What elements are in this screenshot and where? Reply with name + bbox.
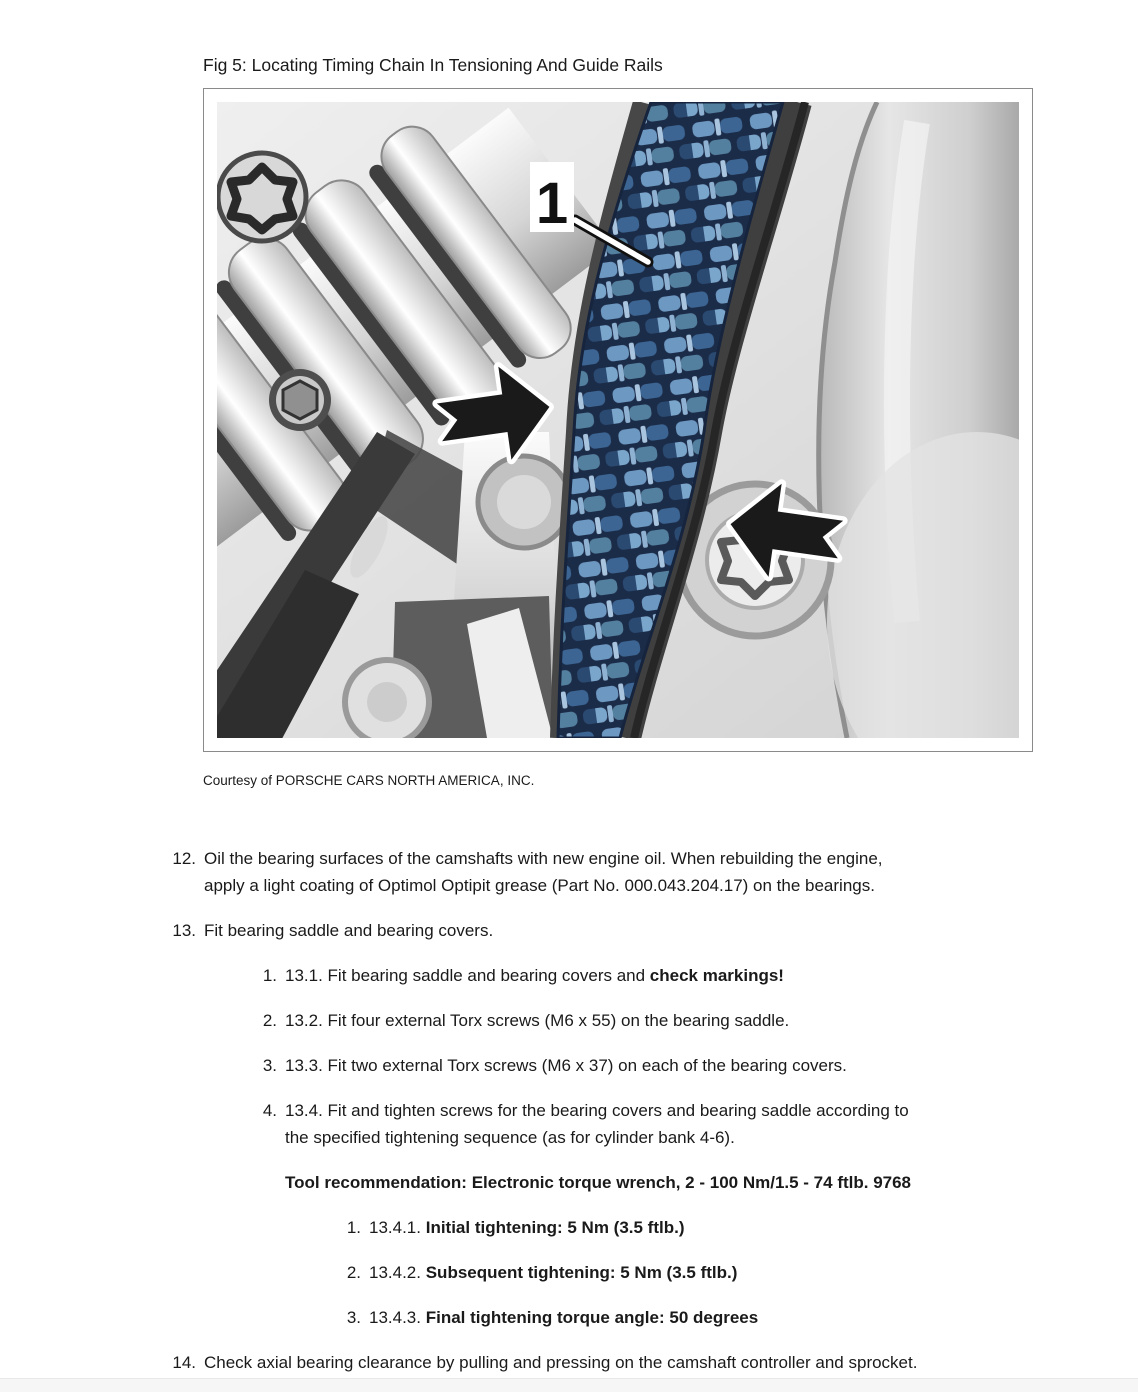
list-item-marker: 1. <box>262 966 277 985</box>
list-item <box>0 962 1138 989</box>
list-item <box>0 1214 1138 1241</box>
figure-frame <box>203 88 1033 752</box>
list-item-marker <box>0 1169 277 1196</box>
list-item-marker: 3. <box>346 1308 361 1327</box>
list-item-marker: 3. <box>262 1056 277 1075</box>
list-item-marker: 14. <box>172 1353 196 1372</box>
list-item <box>0 1349 1138 1376</box>
hex-bolt <box>269 369 331 431</box>
list-item <box>0 1097 1138 1151</box>
list-item-text: 13.1. Fit bearing saddle and bearing covers and check markings! <box>285 966 784 985</box>
courtesy-line: Courtesy of PORSCHE CARS NORTH AMERICA, INC. <box>203 773 535 788</box>
callout-1-label: 1 <box>535 171 569 236</box>
engine-casting-right <box>819 102 1019 738</box>
list-item-text: Fit bearing saddle and bearing covers. <box>204 921 494 940</box>
list-item-text: 13.3. Fit two external Torx screws (M6 x 37) on each of the bearing covers. <box>285 1056 847 1075</box>
list-item-text: Tool recommendation: Electronic torque wrench, 2 - 100 Nm/1.5 - 74 ftlb. 9768 <box>285 1173 912 1192</box>
page-bottom-strip <box>0 1378 1138 1392</box>
list-item-text: Oil the bearing surfaces of the camshafts with new engine oil. When rebuilding the engine, apply a light coating of Optimol Optipit grease (Part No. 000.043.204.17) on the bearings. <box>204 849 883 895</box>
list-item <box>0 845 1138 899</box>
list-item-text: 13.4. Fit and tighten screws for the bearing covers and bearing saddle according to the specified tightening sequence (as for cylinder bank 4-6). <box>285 1101 909 1147</box>
list-item-text: 13.4.2. Subsequent tightening: 5 Nm (3.5 ftlb.) <box>369 1263 738 1282</box>
list-item-marker: 2. <box>346 1263 361 1282</box>
list-item-marker: 12. <box>172 849 196 868</box>
torx-screw-top-left <box>218 153 306 241</box>
instruction-list <box>0 845 1138 1392</box>
list-item <box>0 1304 1138 1331</box>
list-item-text: 13.2. Fit four external Torx screws (M6 x 55) on the bearing saddle. <box>285 1011 790 1030</box>
list-item-text: 13.4.3. Final tightening torque angle: 50 degrees <box>369 1308 759 1327</box>
list-item-marker: 1. <box>346 1218 361 1237</box>
figure-caption: Fig 5: Locating Timing Chain In Tensioning And Guide Rails <box>203 55 663 75</box>
list-item-marker: 13. <box>172 921 196 940</box>
list-item-text: 13.4.1. Initial tightening: 5 Nm (3.5 ftlb.) <box>369 1218 685 1237</box>
list-item-text: Check axial bearing clearance by pulling and pressing on the camshaft controller and sprocket. <box>204 1353 918 1372</box>
list-item <box>0 1052 1138 1079</box>
list-item-marker: 4. <box>262 1101 277 1120</box>
list-item-marker: 2. <box>262 1011 277 1030</box>
list-item <box>0 917 1138 944</box>
list-item <box>0 1007 1138 1034</box>
figure-illustration <box>217 102 1019 738</box>
list-item <box>0 1259 1138 1286</box>
list-item <box>0 1169 1138 1196</box>
